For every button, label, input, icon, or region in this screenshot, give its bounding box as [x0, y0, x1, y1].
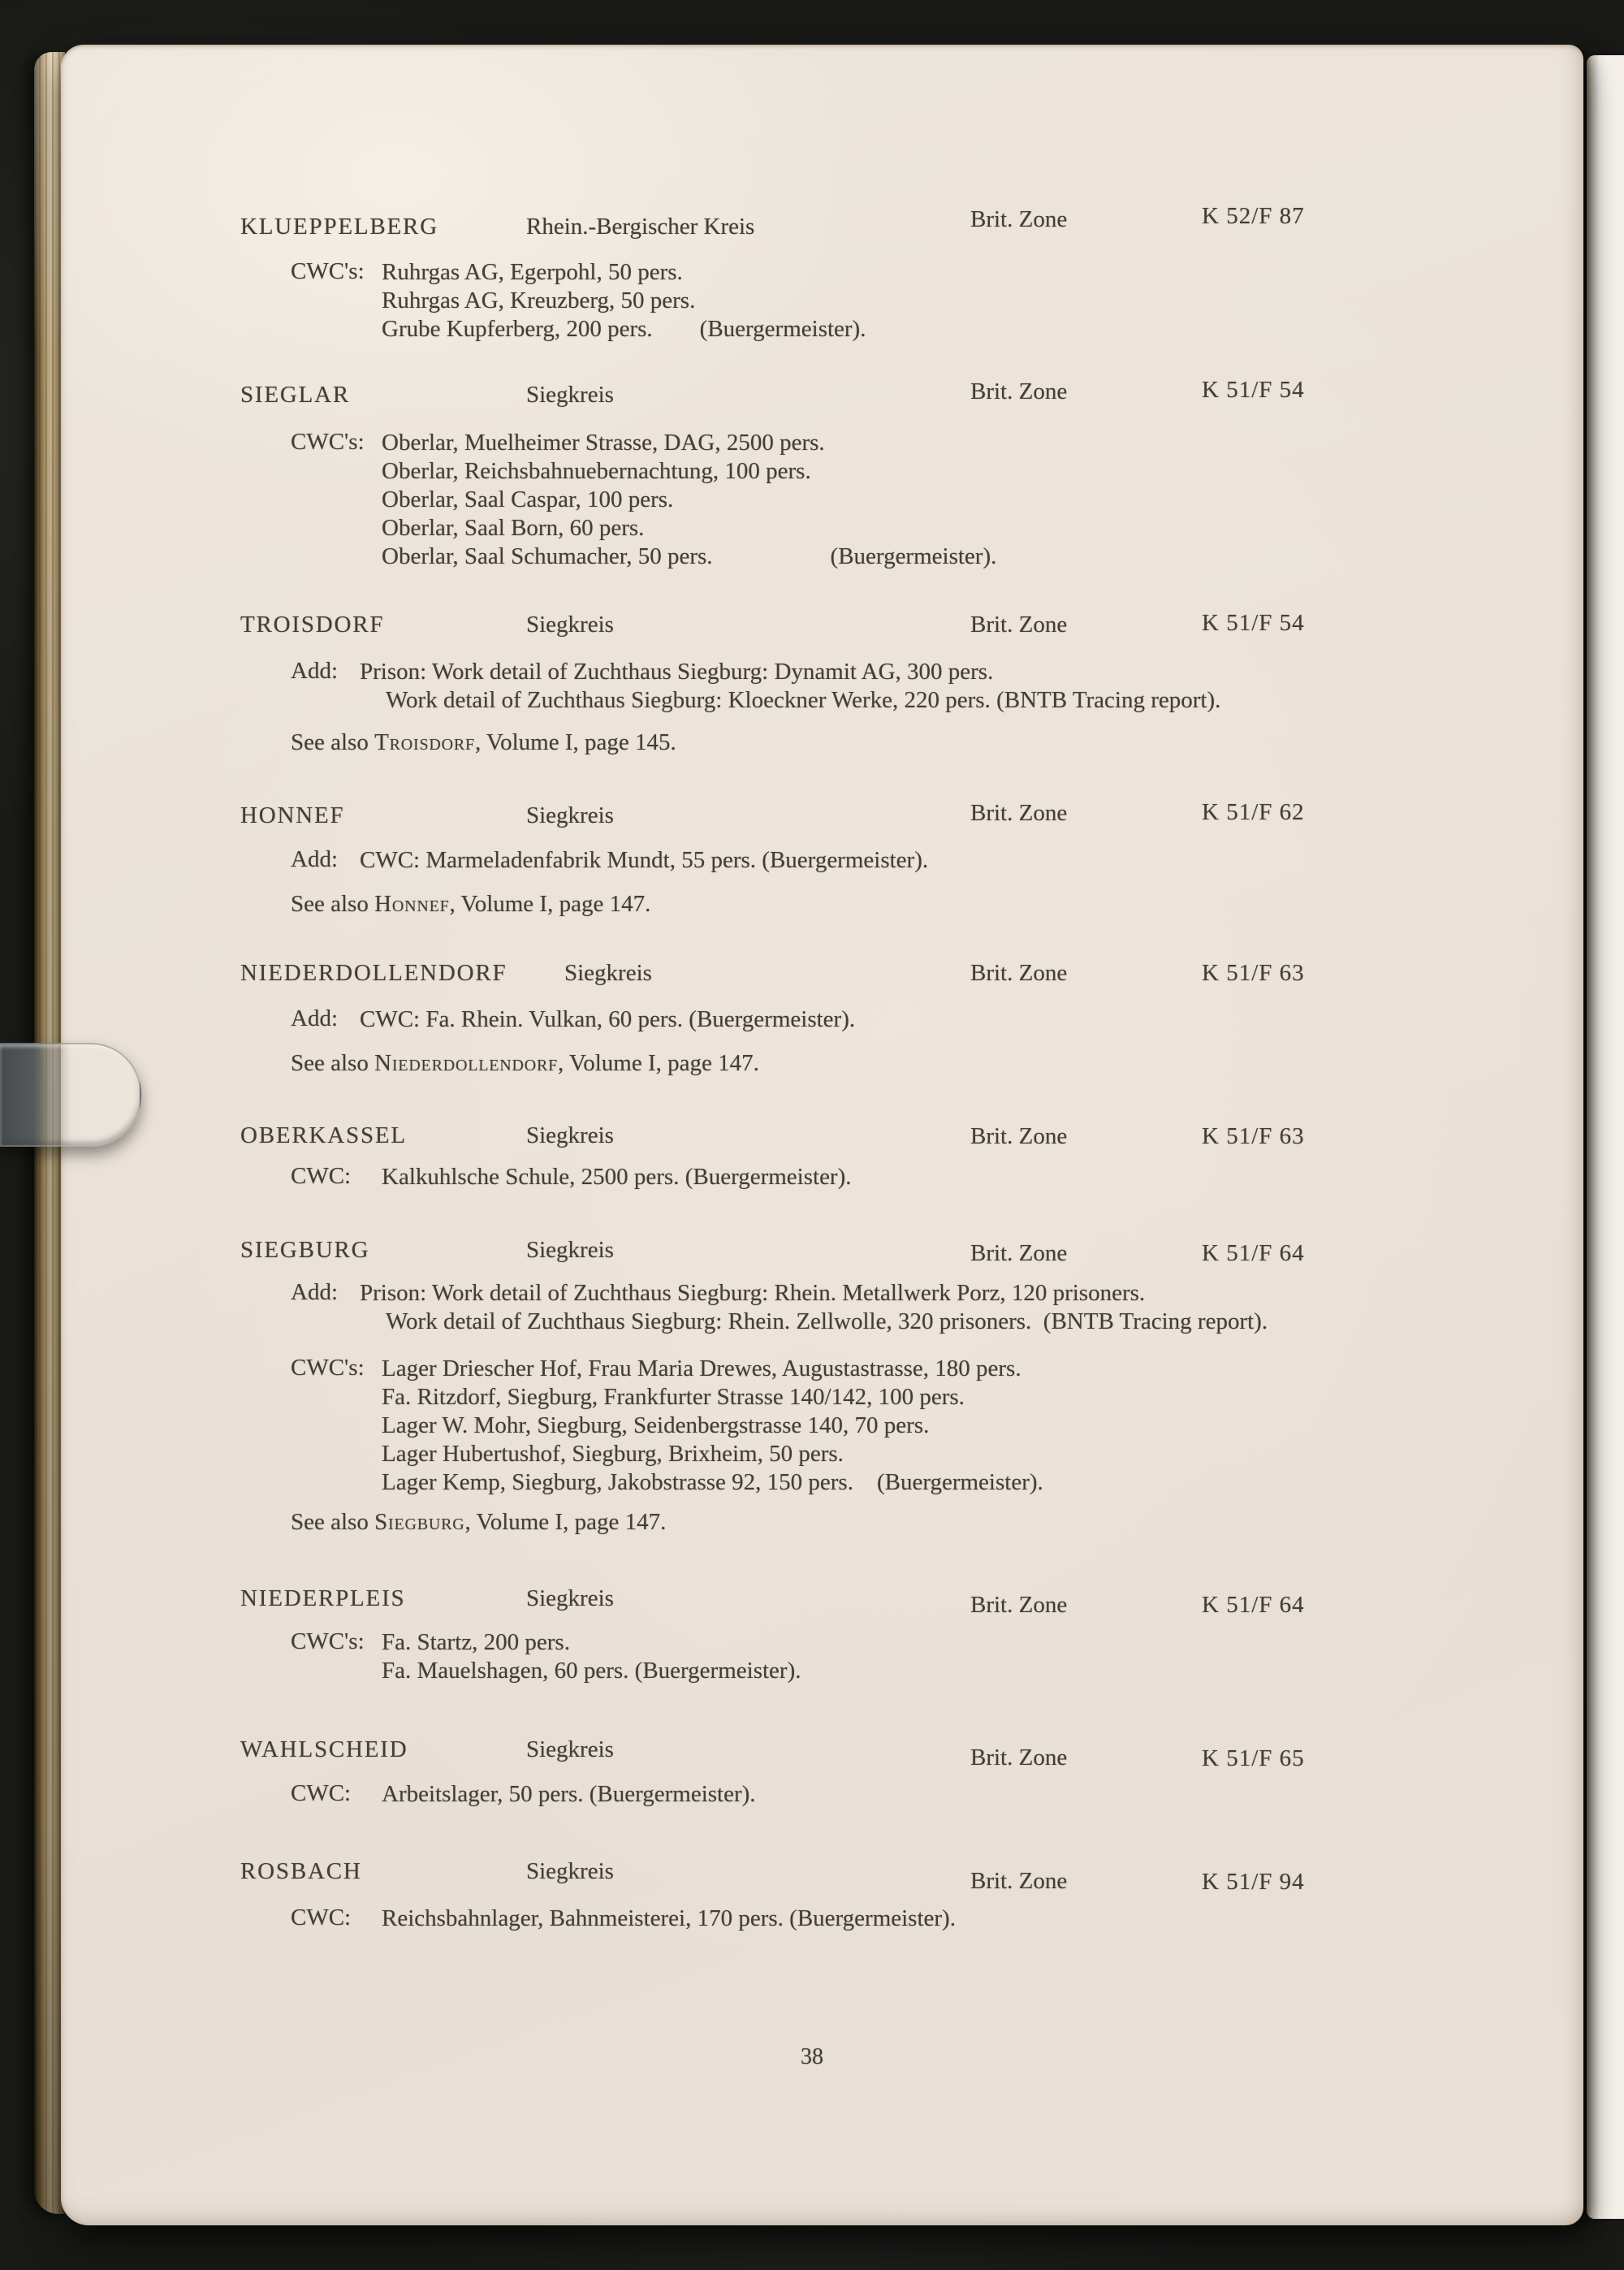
camp-list: [360, 1005, 855, 1034]
camp-line: Fa. Ritzdorf, Siegburg, Frankfurter Strasse 140/142, 100 pers.: [382, 1384, 965, 1410]
camp-line: Fa. Startz, 200 pers.: [382, 1629, 570, 1655]
town-name: WAHLSCHEID: [240, 1736, 408, 1762]
page-number: 38: [801, 2044, 823, 2069]
see-also-prefix: See also: [291, 891, 375, 917]
next-page-edge: [1587, 55, 1624, 2219]
block-label: Add:: [291, 1279, 338, 1305]
see-also-prefix: See also: [291, 729, 375, 755]
block-label: CWC:: [291, 1905, 352, 1931]
zone-label: Brit. Zone: [970, 1240, 1068, 1266]
block-label: CWC's:: [291, 429, 365, 455]
town-name: ROSBACH: [240, 1858, 362, 1884]
kreis-name: Siegkreis: [526, 1237, 614, 1263]
camp-list: [382, 1780, 756, 1809]
kreis-name: Siegkreis: [564, 960, 652, 986]
zone-label: Brit. Zone: [970, 800, 1068, 826]
camp-line: Arbeitslager, 50 pers. (Buergermeister).: [382, 1781, 756, 1807]
camp-line: Ruhrgas AG, Kreuzberg, 50 pers.: [382, 288, 696, 313]
camp-line: Lager Driescher Hof, Frau Maria Drewes, Augustastrasse, 180 pers.: [382, 1356, 1021, 1381]
camp-line: Lager Hubertushof, Siegburg, Brixheim, 50 pers.: [382, 1441, 844, 1467]
see-also-line: [291, 1509, 666, 1536]
map-reference: K 52/F 87: [1202, 203, 1305, 229]
zone-label: Brit. Zone: [970, 1745, 1068, 1771]
map-reference: K 51/F 94: [1202, 1869, 1305, 1895]
camp-line: Oberlar, Saal Born, 60 pers.: [382, 515, 645, 541]
camp-list: [360, 658, 1220, 715]
see-also-town: Honnef: [374, 891, 450, 917]
kreis-name: Siegkreis: [526, 1736, 614, 1762]
block-label: Add:: [291, 846, 338, 872]
see-also-rest: , Volume I, page 145.: [474, 729, 676, 755]
camp-line: Lager Kemp, Siegburg, Jakobstrasse 92, 150 pers. (Buergermeister).: [382, 1469, 1043, 1495]
camp-line: Oberlar, Saal Caspar, 100 pers.: [382, 486, 674, 512]
map-reference: K 51/F 64: [1202, 1592, 1305, 1618]
kreis-name: Rhein.-Bergischer Kreis: [526, 214, 755, 240]
see-also-prefix: See also: [291, 1050, 375, 1076]
camp-line: Oberlar, Reichsbahnuebernachtung, 100 pers.: [382, 458, 811, 484]
zone-label: Brit. Zone: [970, 206, 1068, 232]
zone-label: Brit. Zone: [970, 1592, 1068, 1618]
map-reference: K 51/F 63: [1202, 960, 1305, 986]
camp-line: Work detail of Zuchthaus Siegburg: Rhein. Zellwolle, 320 prisoners. (BNTB Tracing report).: [386, 1308, 1268, 1334]
zone-label: Brit. Zone: [970, 378, 1068, 404]
camp-list: [360, 846, 928, 875]
see-also-rest: , Volume I, page 147.: [558, 1050, 759, 1076]
map-reference: K 51/F 54: [1202, 610, 1305, 636]
see-also-line: [291, 729, 676, 756]
see-also-rest: , Volume I, page 147.: [449, 891, 651, 917]
block-label: Add:: [291, 658, 338, 684]
camp-line: Kalkuhlsche Schule, 2500 pers. (Buergermeister).: [382, 1164, 852, 1190]
town-name: HONNEF: [240, 802, 345, 828]
kreis-name: Siegkreis: [526, 802, 614, 828]
kreis-name: Siegkreis: [526, 1858, 614, 1884]
camp-list: [382, 1905, 956, 1933]
town-name: SIEGBURG: [240, 1237, 370, 1263]
camp-list: [382, 258, 866, 344]
camp-line: Oberlar, Saal Schumacher, 50 pers. (Buergermeister).: [382, 543, 997, 569]
camp-line: Lager W. Mohr, Siegburg, Seidenbergstrasse 140, 70 pers.: [382, 1412, 930, 1438]
town-name: NIEDERDOLLENDORF: [240, 960, 508, 986]
block-label: CWC's:: [291, 1355, 365, 1381]
camp-list: [382, 1628, 801, 1685]
see-also-rest: , Volume I, page 147.: [464, 1509, 667, 1535]
camp-line: Prison: Work detail of Zuchthaus Siegburg: Rhein. Metallwerk Porz, 120 prisoners.: [360, 1280, 1146, 1306]
page-content: [61, 45, 1583, 2225]
see-also-town: Siegburg: [374, 1509, 465, 1535]
block-label: Add:: [291, 1005, 338, 1031]
see-also-town: Niederdollendorf: [374, 1050, 559, 1076]
block-label: CWC:: [291, 1163, 352, 1189]
zone-label: Brit. Zone: [970, 612, 1068, 638]
camp-line: Ruhrgas AG, Egerpohl, 50 pers.: [382, 259, 683, 285]
camp-list: [382, 429, 996, 571]
camp-line: CWC: Marmeladenfabrik Mundt, 55 pers. (Buergermeister).: [360, 847, 929, 873]
kreis-name: Siegkreis: [526, 382, 614, 408]
camp-list: [382, 1355, 1043, 1497]
see-also-line: [291, 891, 650, 918]
zone-label: Brit. Zone: [970, 1123, 1068, 1149]
camp-line: Reichsbahnlager, Bahnmeisterei, 170 pers. (Buergermeister).: [382, 1905, 956, 1931]
index-tab: [0, 1043, 141, 1147]
zone-label: Brit. Zone: [970, 960, 1068, 986]
camp-line: Grube Kupferberg, 200 pers. (Buergermeister).: [382, 316, 866, 342]
camp-list: [360, 1279, 1268, 1336]
map-reference: K 51/F 63: [1202, 1123, 1305, 1149]
town-name: NIEDERPLEIS: [240, 1585, 406, 1611]
camp-line: CWC: Fa. Rhein. Vulkan, 60 pers. (Buergermeister).: [360, 1006, 856, 1032]
camp-line: Work detail of Zuchthaus Siegburg: Kloeckner Werke, 220 pers. (BNTB Tracing report).: [386, 687, 1221, 713]
camp-list: [382, 1163, 852, 1191]
town-name: SIEGLAR: [240, 382, 351, 408]
block-label: CWC's:: [291, 1628, 365, 1654]
map-reference: K 51/F 65: [1202, 1745, 1305, 1771]
zone-label: Brit. Zone: [970, 1868, 1068, 1894]
camp-line: Oberlar, Muelheimer Strasse, DAG, 2500 pers.: [382, 430, 825, 456]
see-also-line: [291, 1050, 759, 1077]
kreis-name: Siegkreis: [526, 612, 614, 638]
kreis-name: Siegkreis: [526, 1585, 614, 1611]
map-reference: K 51/F 54: [1202, 377, 1305, 403]
see-also-town: Troisdorf: [374, 729, 475, 755]
map-reference: K 51/F 62: [1202, 799, 1305, 825]
block-label: CWC:: [291, 1780, 352, 1806]
town-name: TROISDORF: [240, 612, 385, 638]
camp-line: Prison: Work detail of Zuchthaus Siegburg: Dynamit AG, 300 pers.: [360, 659, 994, 685]
camp-line: Fa. Mauelshagen, 60 pers. (Buergermeister).: [382, 1658, 801, 1684]
kreis-name: Siegkreis: [526, 1122, 614, 1148]
map-reference: K 51/F 64: [1202, 1240, 1305, 1266]
town-name: OBERKASSEL: [240, 1122, 407, 1148]
see-also-prefix: See also: [291, 1509, 375, 1535]
block-label: CWC's:: [291, 258, 365, 284]
book-page: [61, 45, 1583, 2225]
town-name: KLUEPPELBERG: [240, 214, 438, 240]
